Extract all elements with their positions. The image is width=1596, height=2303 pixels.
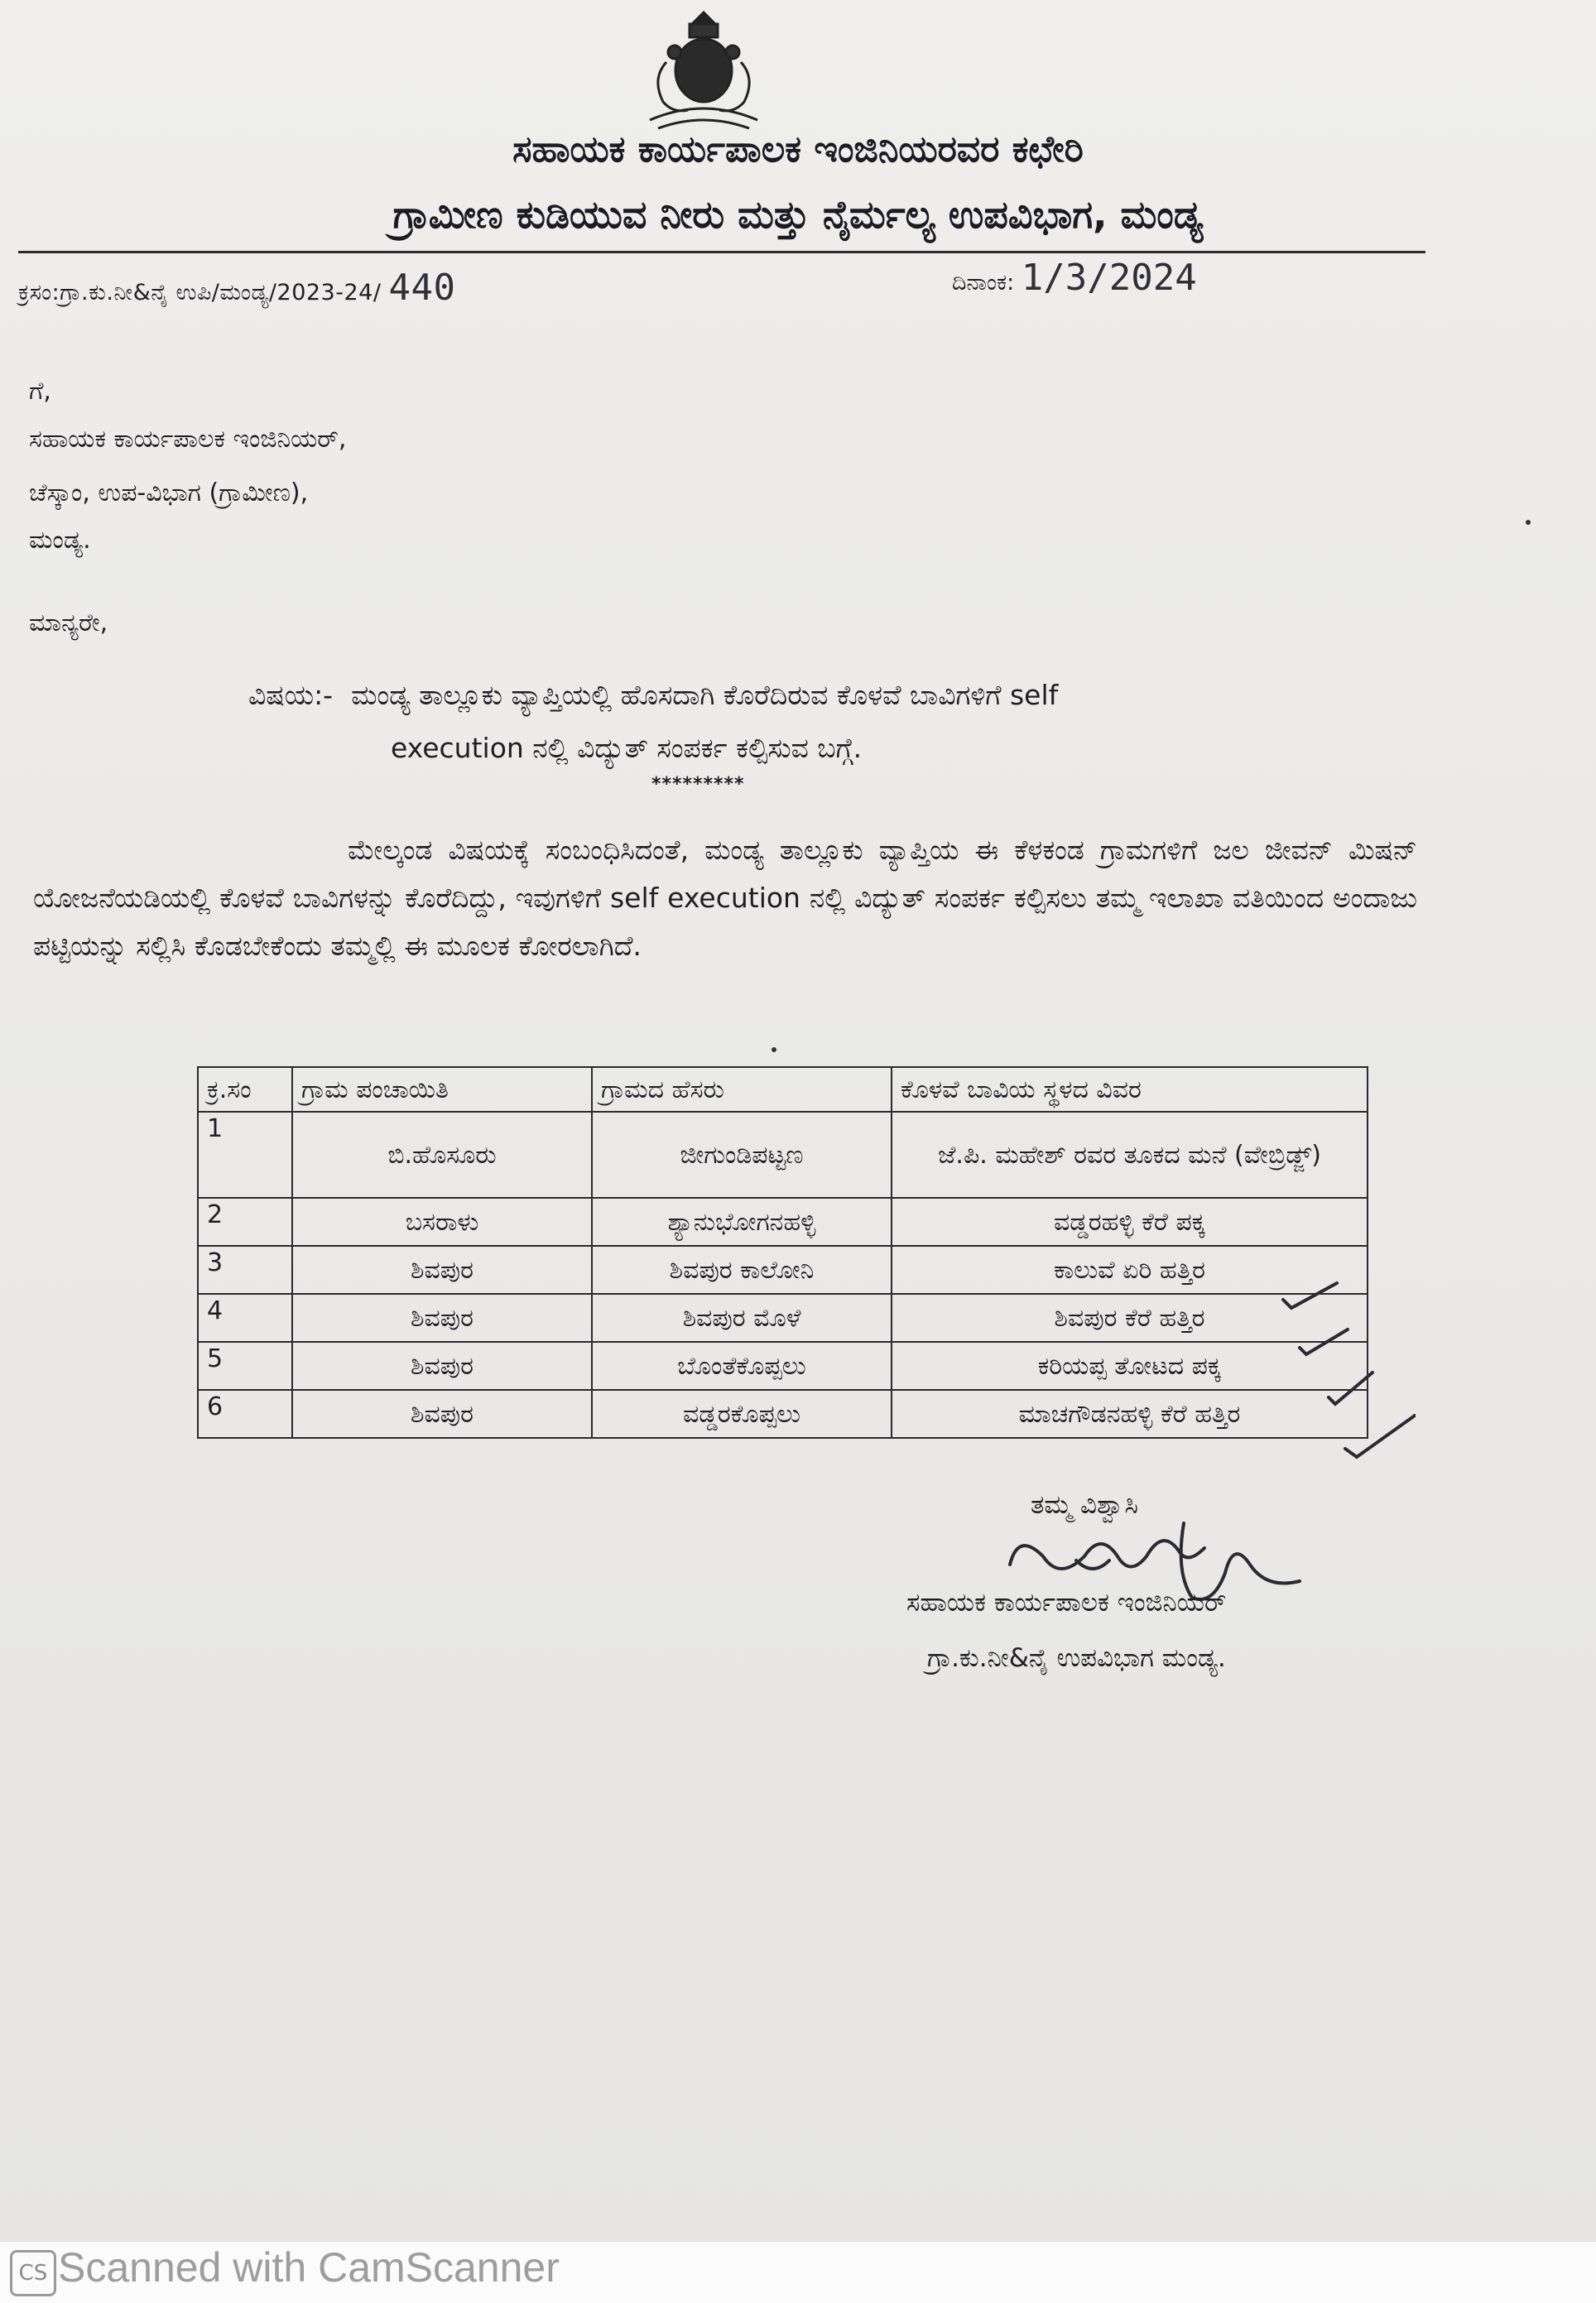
header-divider: [18, 251, 1425, 253]
table-row: [198, 1390, 1368, 1438]
recipient-designation: ಸಹಾಯಕ ಕಾರ್ಯಪಾಲಕ ಇಂಜಿನಿಯರ್,: [29, 425, 347, 454]
table-header-row: [198, 1067, 1368, 1112]
cell-location: ಮಾಚಗೌಡನಹಳ್ಳಿ ಕೆರೆ ಹತ್ತಿರ: [892, 1390, 1368, 1438]
cell-serial: 6: [198, 1390, 292, 1438]
header-village: ಗ್ರಾಮದ ಹೆಸರು: [592, 1067, 892, 1112]
cell-village: ಶಿವಪುರ ಕಾಲೋನಿ: [592, 1246, 892, 1294]
cell-location: ಶಿವಪುರ ಕೆರೆ ಹತ್ತಿರ: [892, 1294, 1368, 1342]
cell-serial: 1: [198, 1112, 292, 1198]
recipient-to: ಗೆ,: [29, 377, 51, 406]
header-location: ಕೊಳವೆ ಬಾವಿಯ ಸ್ಥಳದ ವಿವರ: [892, 1067, 1368, 1112]
cell-panchayat: ಶಿವಪುರ: [292, 1342, 592, 1390]
cell-village: ಬೊಂತೆಕೊಪ್ಪಲು: [592, 1342, 892, 1390]
header-serial: ಕ್ರ.ಸಂ: [198, 1067, 292, 1112]
signatory-office: ಗ್ರಾ.ಕು.ನೀ&ನೈ ಉಪವಿಭಾಗ ಮಂಡ್ಯ.: [927, 1643, 1226, 1673]
cell-serial: 5: [198, 1342, 292, 1390]
cell-panchayat: ಶಿವಪುರ: [292, 1246, 592, 1294]
cell-panchayat: ಬಿ.ಹೊಸೂರು: [292, 1112, 592, 1198]
cell-serial: 2: [198, 1198, 292, 1246]
reference-handwritten-number: 440: [388, 267, 456, 309]
table-row: [198, 1342, 1368, 1390]
camscanner-logo-icon: CS: [10, 2250, 56, 2296]
cell-location: ವಡ್ಡರಹಳ್ಳಿ ಕೆರೆ ಪಕ್ಕ: [892, 1198, 1368, 1246]
table-row: [198, 1198, 1368, 1246]
subject-line-1: ಮಂಡ್ಯ ತಾಲ್ಲೂಕು ವ್ಯಾಪ್ತಿಯಲ್ಲಿ ಹೊಸದಾಗಿ ಕೊರೆದಿರುವ ಕೊಳವೆ ಬಾವಿಗಳಿಗೆ self: [351, 679, 1059, 711]
cell-serial: 4: [198, 1294, 292, 1342]
cell-panchayat: ಶಿವಪುರ: [292, 1390, 592, 1438]
handwritten-checkmarks: [1250, 1250, 1416, 1465]
letter-body: ಮೇಲ್ಕಂಡ ವಿಷಯಕ್ಕೆ ಸಂಬಂಧಿಸಿದಂತೆ, ಮಂಡ್ಯ ತಾಲ್ಲೂಕು ವ್ಯಾಪ್ತಿಯ ಈ ಕೆಳಕಂಡ ಗ್ರಾಮಗಳಿಗೆ ಜಲ ಜೀವನ್ ಮಿಷನ್ ಯೋಜನೆಯಡಿಯಲ್ಲಿ ಕೊಳವೆ ಬಾವಿಗಳನ್ನು ಕೊರೆದಿದ್ದು, ಇವುಗಳಿಗೆ self execution ನಲ್ಲಿ ವಿದ್ಯುತ್ ಸಂಪರ್ಕ ಕಲ್ಪಿಸಲು ತಮ್ಮ ಇಲಾಖಾ ವತಿಯಿಂದ ಅಂದಾಜು ಪಟ್ಟಿಯನ್ನು ಸಲ್ಲಿಸಿ ಕೊಡಬೇಕೆಂದು ತಮ್ಮಲ್ಲಿ ಈ ಮೂಲಕ ಕೋರಲಾಗಿದೆ.: [33, 834, 1417, 962]
cell-village: ಜೀಗುಂಡಿಪಟ್ಟಣ: [592, 1112, 892, 1198]
borewell-table: [197, 1066, 1368, 1439]
speck: [772, 1047, 776, 1052]
state-emblem-icon: [617, 4, 791, 137]
header-panchayat: ಗ್ರಾಮ ಪಂಚಾಯಿತಿ: [292, 1067, 592, 1112]
signatory-title: ಸಹಾಯಕ ಕಾರ್ಯಪಾಲಕ ಇಂಜಿನಿಯರ್: [906, 1588, 1227, 1618]
date-handwritten-value: 1/3/2024: [1021, 257, 1197, 299]
division-title: ಗ್ರಾಮೀಣ ಕುಡಿಯುವ ನೀರು ಮತ್ತು ನೈರ್ಮಲ್ಯ ಉಪವಿಭಾಗ, ಮಂಡ್ಯ: [392, 192, 1204, 237]
date-label: ದಿನಾಂಕ:: [952, 270, 1015, 296]
recipient-place: ಮಂಡ್ಯ.: [29, 526, 91, 555]
subject-block: [248, 669, 1407, 775]
table-row: [198, 1246, 1368, 1294]
office-title: ಸಹಾಯಕ ಕಾರ್ಯಪಾಲಕ ಇಂಜಿನಿಯರವರ ಕಛೇರಿ: [512, 128, 1084, 171]
cell-panchayat: ಬಸರಾಳು: [292, 1198, 592, 1246]
reference-prefix: ಕ್ರಸಂ:ಗ್ರಾ.ಕು.ನೀ&ನೈ ಉಪಿ/ಮಂಡ್ಯ/2023-24/: [18, 280, 382, 305]
table-row: [198, 1112, 1368, 1198]
signature-closing: ತಮ್ಮ ವಿಶ್ವಾಸಿ: [1031, 1490, 1138, 1520]
scanner-watermark: Scanned with CamScanner: [58, 2244, 560, 2291]
salutation: ಮಾನ್ಯರೇ,: [29, 608, 108, 637]
cell-location: ಕಾಲುವೆ ಏರಿ ಹತ್ತಿರ: [892, 1246, 1368, 1294]
subject-line-2: execution ನಲ್ಲಿ ವಿದ್ಯುತ್ ಸಂಪರ್ಕ ಕಲ್ಪಿಸುವ ಬಗ್ಗೆ.: [391, 732, 863, 764]
table-row: [198, 1294, 1368, 1342]
cell-village: ಶ್ಯಾನುಭೋಗನಹಳ್ಳಿ: [592, 1198, 892, 1246]
cell-serial: 3: [198, 1246, 292, 1294]
cell-village: ಶಿವಪುರ ಮೊಳೆ: [592, 1294, 892, 1342]
letter-date: [952, 257, 1197, 299]
cell-village: ವಡ್ಡರಕೊಪ್ಪಲು: [592, 1390, 892, 1438]
cell-panchayat: ಶಿವಪುರ: [292, 1294, 592, 1342]
subject-label: ವಿಷಯ:-: [248, 679, 334, 711]
subject-separator: *********: [651, 774, 745, 795]
cell-location: ಜೆ.ಪಿ. ಮಹೇಶ್ ರವರ ತೂಕದ ಮನೆ (ವೇಬ್ರಿಡ್ಜ್): [892, 1112, 1368, 1198]
reference-number: [18, 267, 456, 309]
recipient-office: ಚೆಸ್ಕಾಂ, ಉಪ-ವಿಭಾಗ (ಗ್ರಾಮೀಣ),: [29, 478, 309, 507]
cell-location: ಕರಿಯಪ್ಪ ತೋಟದ ಪಕ್ಕ: [892, 1342, 1368, 1390]
speck: [1526, 520, 1531, 525]
